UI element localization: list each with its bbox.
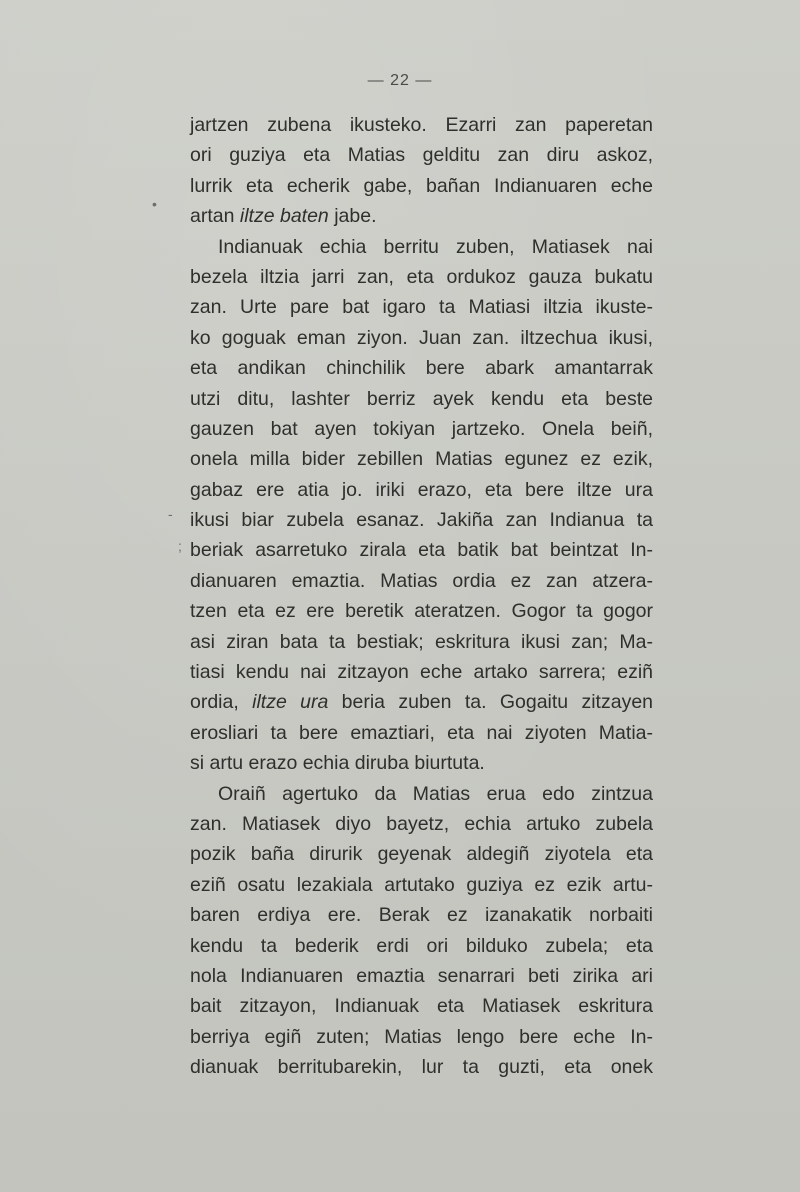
text-line: gabaz ere atia jo. iriki erazo, eta bere iltze ura: [190, 478, 653, 501]
text-line: jartzen zubena ikusteko. Ezarri zan paperetan: [190, 114, 653, 136]
text-line: si artu erazo echia diruba biurtuta.: [190, 752, 485, 775]
text-line: bezela iltzia jarri zan, eta ordukoz gauza bukatu: [190, 265, 653, 288]
text-line: gauzen bat ayen tokiyan jartzeko. Onela beiñ,: [190, 417, 653, 440]
text-line: nola Indianuaren emaztia senarrari beti zirika ari: [190, 964, 653, 987]
page-number: — 22 —: [367, 72, 433, 89]
text-line: eziñ osatu lezakiala artutako guziya ez ezik artu-: [190, 873, 653, 896]
paper-speck: -: [168, 506, 173, 522]
text-line: beriak asarretuko zirala eta batik bat beintzat In-: [190, 539, 653, 562]
text-line: tiasi kendu nai zitzayon eche artako sarrera; eziñ: [190, 661, 653, 684]
text-line: artan iltze baten jabe.: [190, 205, 377, 228]
text-line: dianuak berritubarekin, lur ta guzti, eta onek: [190, 1056, 653, 1079]
text-line: Oraiñ agertuko da Matias erua edo zintzua: [218, 782, 653, 805]
paper-speck: ;: [178, 538, 182, 554]
text-line: utzi ditu, lashter berriz ayek kendu eta beste: [190, 387, 653, 410]
text-line: pozik baña dirurik geyenak aldegiñ ziyotela eta: [190, 843, 653, 866]
text-line: onela milla bider zebillen Matias egunez ez ezik,: [190, 448, 653, 471]
text-line: ordia, iltze ura beria zuben ta. Gogaitu zitzayen: [190, 691, 654, 714]
text-line: lurrik eta echerik gabe, bañan Indianuaren eche: [190, 174, 653, 197]
body-text: [190, 110, 653, 1083]
paper-speck: •: [152, 196, 157, 212]
text-line: dianuaren emaztia. Matias ordia ez zan atzera-: [190, 569, 653, 592]
text-line: ko goguak eman ziyon. Juan zan. iltzechua ikusi,: [190, 326, 653, 349]
text-line: bait zitzayon, Indianuak eta Matiasek eskritura: [190, 995, 653, 1018]
text-line: eta andikan chinchilik bere abark amantarrak: [190, 357, 653, 380]
text-line: berriya egiñ zuten; Matias lengo bere eche In-: [190, 1025, 653, 1048]
text-line: ori guziya eta Matias gelditu zan diru askoz,: [190, 144, 653, 167]
text-line: ikusi biar zubela esanaz. Jakiña zan Indianua ta: [190, 509, 653, 532]
text-line: erosliari ta bere emaztiari, eta nai ziyoten Matia-: [190, 721, 653, 744]
text-line: Indianuak echia berritu zuben, Matiasek nai: [218, 235, 653, 258]
text-line: baren erdiya ere. Berak ez izanakatik norbaiti: [190, 904, 653, 927]
text-line: kendu ta bederik erdi ori bilduko zubela; eta: [190, 934, 653, 957]
text-line: asi ziran bata ta bestiak; eskritura ikusi zan; Ma-: [190, 630, 653, 653]
text-line: zan. Matiasek diyo bayetz, echia artuko zubela: [190, 812, 653, 835]
text-line: tzen eta ez ere beretik ateratzen. Gogor ta gogor: [190, 600, 653, 623]
text-line: zan. Urte pare bat igaro ta Matiasi iltzia ikuste-: [190, 296, 653, 319]
